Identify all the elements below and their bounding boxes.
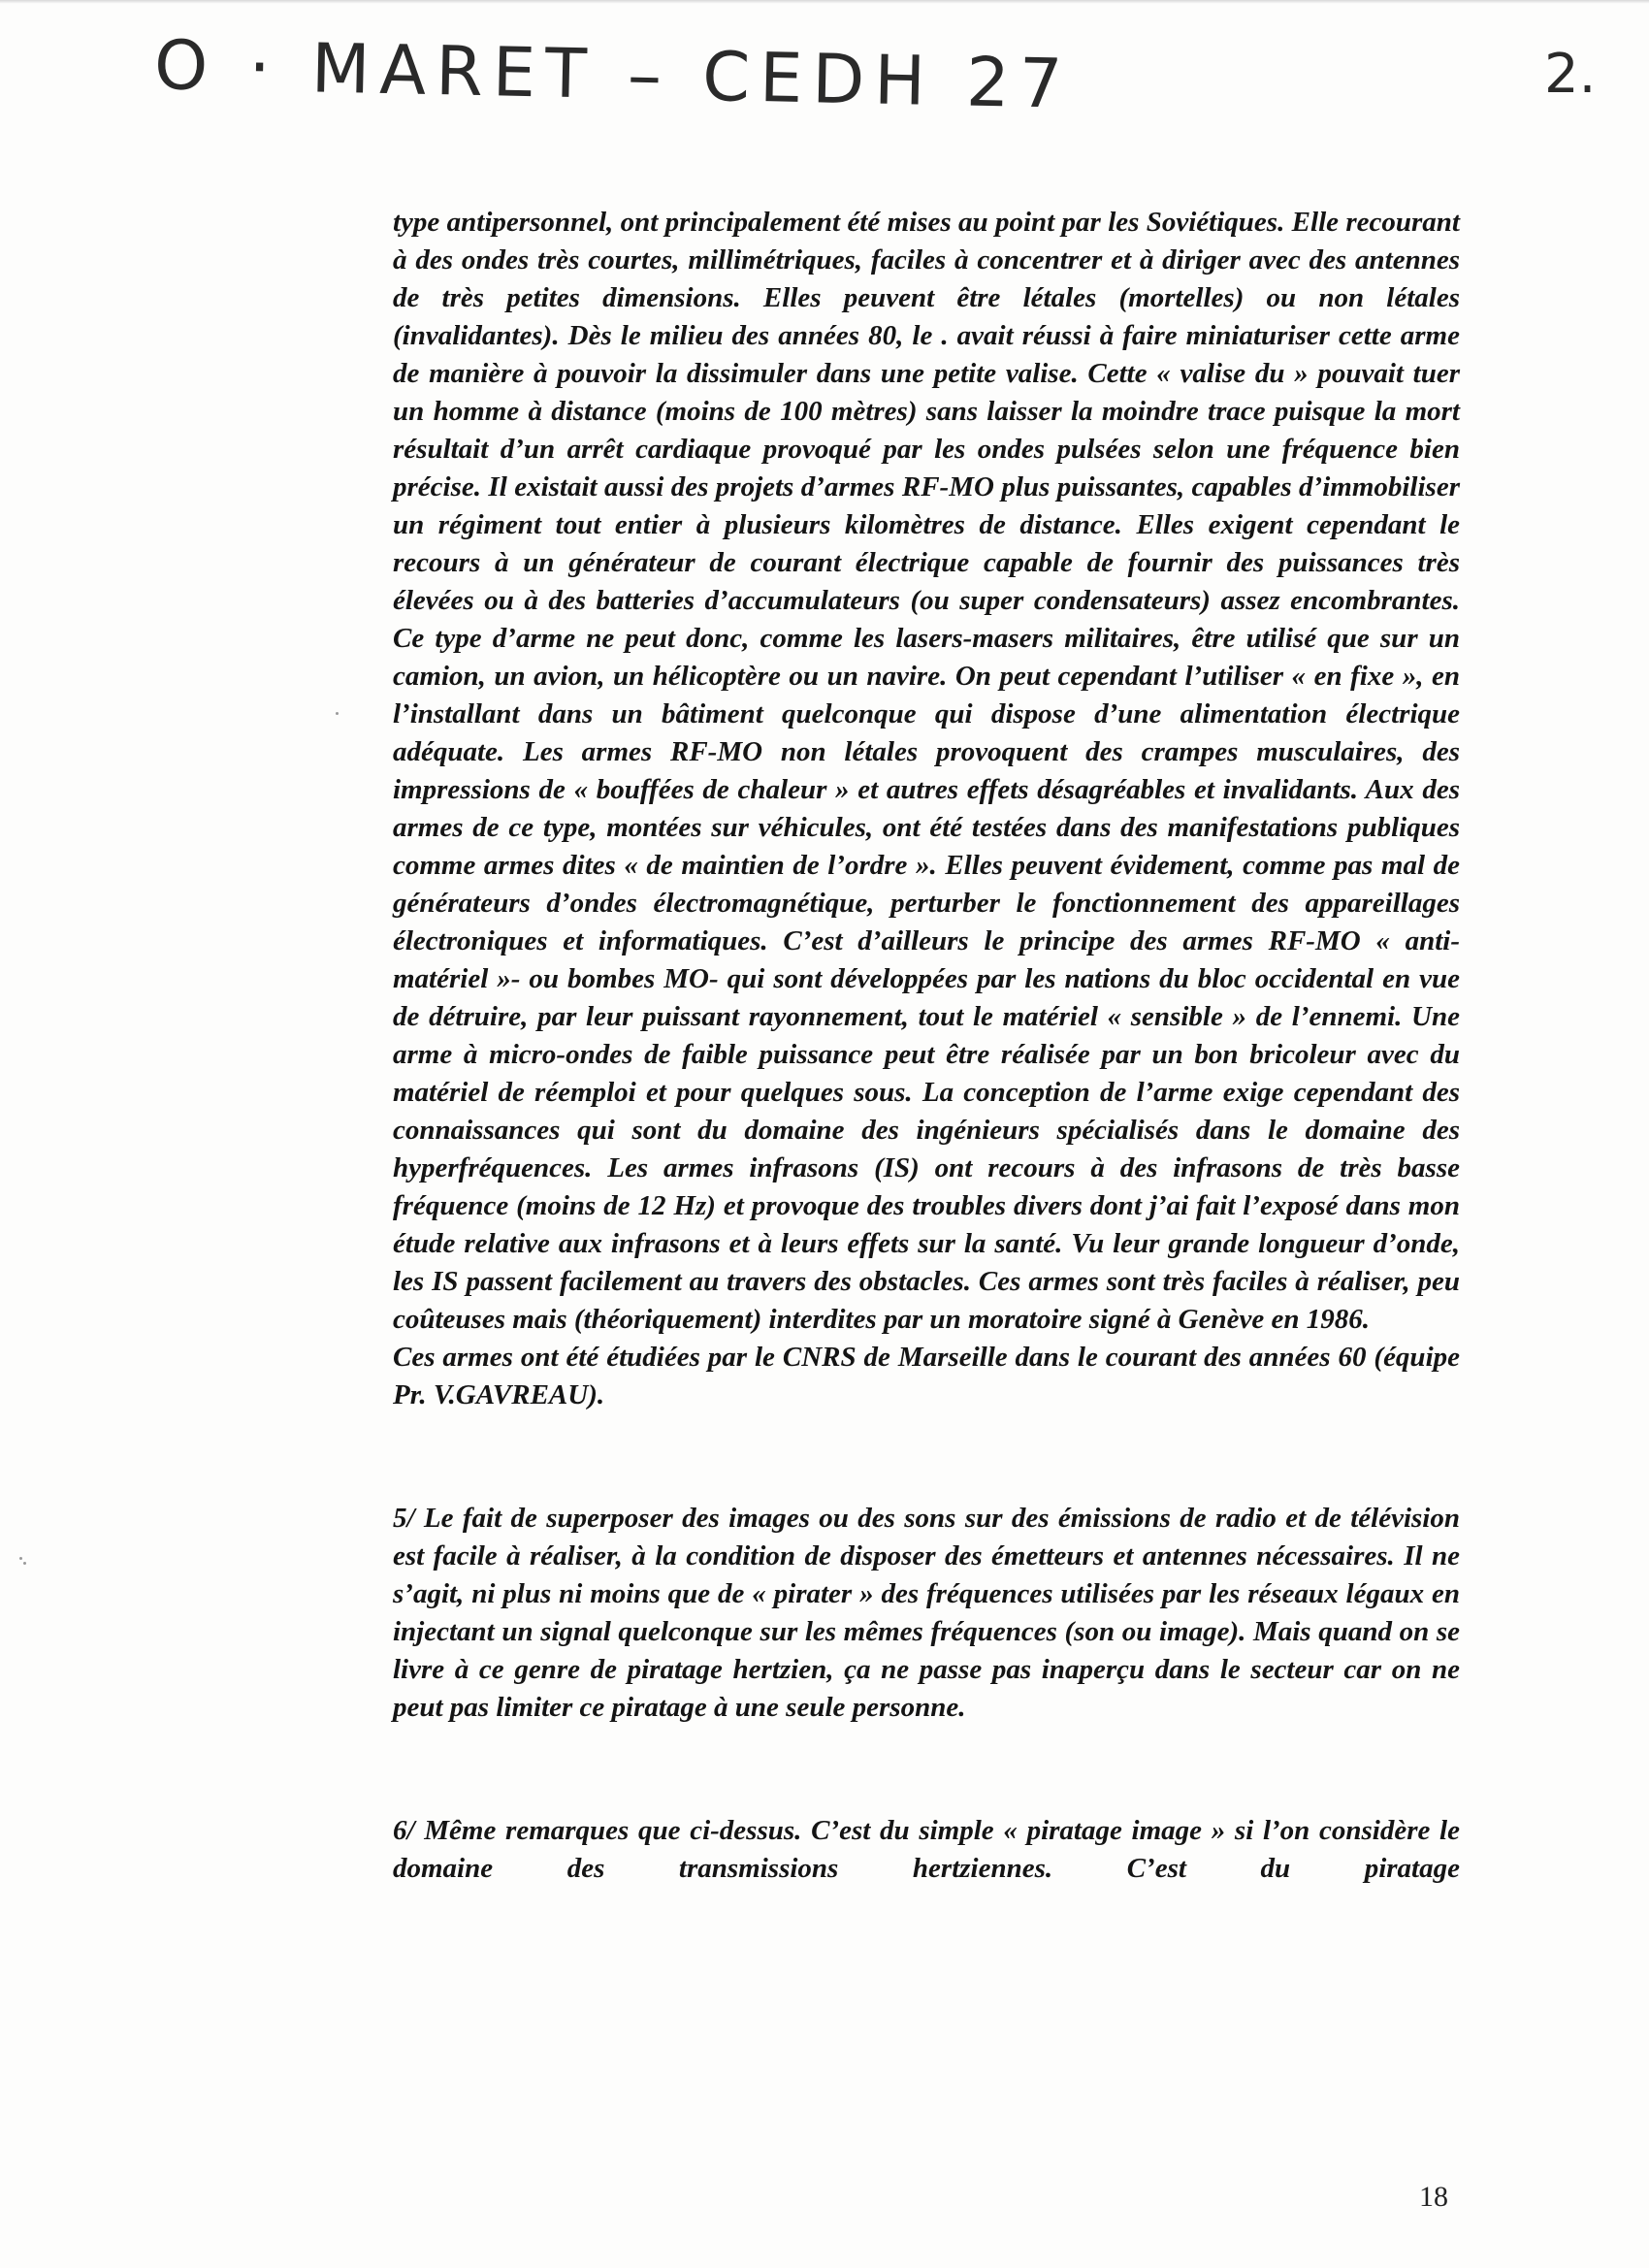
body-text <box>393 204 1460 1888</box>
page-number: 18 <box>1419 2181 1448 2213</box>
paragraph-cnrs-studies: Ces armes ont été étudiées par le CNRS de Marseille dans le courant des années 60 (équipe Pr. V.GAVREAU). <box>393 1342 1460 1410</box>
paragraph-item-6: 6/ Même remarques que ci-dessus. C’est du simple « piratage image » si l’on considère le domaine des transmissions hertziennes. C’est du piratage <box>393 1815 1460 1884</box>
scan-speck <box>19 1557 22 1560</box>
paragraph-rf-mo-weapons: type antipersonnel, ont principalement été mises au point par les Soviétiques. Elle recourant à des ondes très courtes, millimétriques, faciles à concentrer et à diriger avec des antennes de très petites dimensions. Elles peuvent être létales (mortelles) ou non létales (invalidantes). Dès le milieu des années 80, le . avait réussi à faire miniaturiser cette arme de manière à pouvoir la dissimuler dans une petite valise. Cette « valise du » pouvait tuer un homme à distance (moins de 100 mètres) sans laisser la moindre trace puisque la mort résultait d’un arrêt cardiaque provoqué par les ondes pulsées selon une fréquence bien précise. Il existait aussi des projets d’armes RF-MO plus puissantes, capables d’immobiliser un régiment tout entier à plusieurs kilomètres de distance. Elles exigent cependant le recours à un générateur de courant électrique capable de fournir des puissances très élevées ou à des batteries d’accumulateurs (ou super condensateurs) assez encombrantes. Ce type d’arme ne peut donc, comme les lasers-masers militaires, être utilisé que sur un camion, un avion, un hélicoptère ou un navire. On peut cependant l’utiliser « en fixe », en l’installant dans un bâtiment quelconque qui dispose d’une alimentation électrique adéquate. Les armes RF-MO non létales provoquent des crampes musculaires, des impressions de « bouffées de chaleur » et autres effets désagréables et invalidants. Aux des armes de ce type, montées sur véhicules, ont été testées dans des manifestations publiques comme armes dites « de maintien de l’ordre ». Elles peuvent évidement, comme pas mal de générateurs d’ondes électromagnétique, perturber le fonctionnement des appareillages électroniques et informatiques. C’est d’ailleurs le principe des armes RF-MO « anti-matériel »- ou bombes MO- qui sont développées par les nations du bloc occidental en vue de détruire, par leur puissant rayonnement, tout le matériel « sensible » de l’ennemi. Une arme à micro-ondes de faible puissance peut être réalisée par un bon bricoleur avec du matériel de réemploi et pour quelques sous. La conception de l’arme exige cependant des connaissances qui sont du domaine des ingénieurs spécialisés dans le domaine des hyperfréquences. Les armes infrasons (IS) ont recours à des infrasons de très basse fréquence (moins de 12 Hz) et provoque des troubles divers dont j’ai fait l’exposé dans mon étude relative aux infrasons et à leurs effets sur la santé. Vu leur grande longueur d’onde, les IS passent facilement au travers des obstacles. Ces armes sont très faciles à réaliser, peu coûteuses mais (théoriquement) interdites par un moratoire signé à Genève en 1986. <box>393 207 1460 1335</box>
scan-speck <box>336 712 339 715</box>
scan-top-edge <box>0 0 1649 4</box>
paragraph-item-5: 5/ Le fait de superposer des images ou des sons sur des émissions de radio et de télévision est facile à réaliser, à la condition de disposer des émetteurs et antennes nécessaires. Il ne s’agit, ni plus ni moins que de « pirater » des fréquences utilisées par les réseaux légaux en injectant un signal quelconque sur les mêmes fréquences (son ou image). Mais quand on se livre à ce genre de piratage hertzien, ça ne passe pas inaperçu dans le secteur car on ne peut pas limiter ce piratage à une seule personne. <box>393 1503 1460 1723</box>
handwritten-page-mark: 2. <box>1544 43 1597 106</box>
handwritten-annotation: O · MARET – CEDH 27 <box>153 25 1074 124</box>
scan-speck <box>23 1562 26 1565</box>
